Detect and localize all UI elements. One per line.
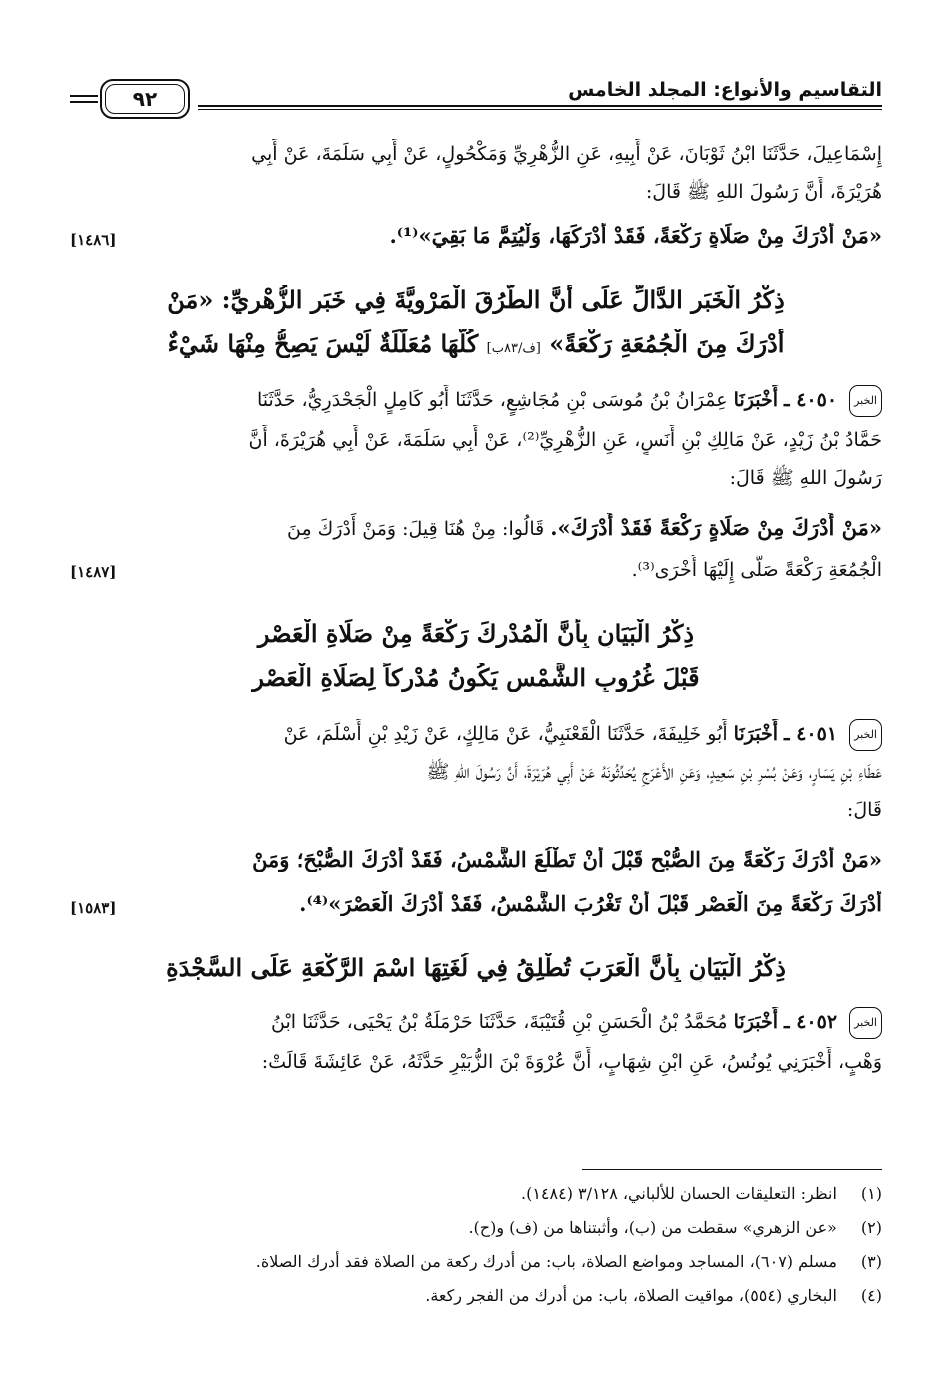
akhbarana: أَخْبَرَنَا [733, 389, 778, 411]
section-heading: ذِكْرُ الْبَيَانِ بِأَنَّ الْمُدْرِكَ رَكْعَةً مِنْ صَلَاةِ الْعَصْرِ [257, 619, 695, 648]
khabar-icon: الخبر [849, 1007, 882, 1039]
matn-text: «مَنْ أَدْرَكَ مِنْ صَلَاةٍ رَكْعَةً، فَقَدْ أَدْرَكَهَا، وَلْيُتِمَّ مَا بَقِيَ»⁽¹⁾. [389, 223, 882, 248]
page-header [70, 73, 882, 123]
hadith-isnad [70, 385, 882, 417]
text-line: هُرَيْرَةَ، أَنَّ رَسُولَ اللهِ ﷺ قَالَ: [645, 181, 882, 203]
footnote-number: (٣) [860, 1252, 882, 1271]
text-line: عَطَاءِ بْنِ يَسَارٍ، وَعَنْ بُسْرِ بْنِ سَعِيدٍ، وَعَنِ الأَعْرَجِ يُحَدِّثُونَهُ عَنْ أَبِي هُرَيْرَةَ، أَنَّ رَسُولَ اللهِ ﷺ [426, 761, 882, 783]
text-line: حَمَّادُ بْنُ زَيْدٍ، عَنْ مَالِكِ بْنِ أَنَسٍ، عَنِ الزُّهْرِيِّ⁽²⁾، عَنْ أَبِي سَلَمَةَ، عَنْ أَبِي هُرَيْرَةَ، أَنَّ [248, 429, 882, 451]
heading-text: أَدْرَكَ مِنَ الْجُمُعَةِ رَكْعَةً» [549, 329, 785, 358]
footnote-number: (٢) [860, 1218, 882, 1237]
running-title: التقاسيم والأنواع: المجلد الخامس [568, 79, 882, 101]
khabar-icon: الخبر [849, 719, 882, 751]
footnote-text: «عن الزهري» سقطت من (ب)، وأثبتناها من (ف) و(ح). [468, 1218, 837, 1237]
heading-text: كُلَّهَا مُعَلَّلَةٌ لَيْسَ يَصِحُّ مِنْهَا شَيْءٌ [167, 329, 479, 358]
page-number: ٩٢ [105, 84, 185, 114]
footnote [70, 1249, 882, 1275]
hadith-matn [70, 513, 882, 544]
section-heading: ذِكْرُ الْخَبَرِ الدَّالِّ عَلَى أَنَّ الطُّرُقَ الْمَرْوِيَّةَ فِي خَبَرِ الزُّهْرِيِّ: «مَنْ [167, 285, 785, 314]
footnote-text: انظر: التعليقات الحسان للألباني، ٣/١٢٨ (١٤٨٤). [521, 1184, 837, 1203]
text-line: قَالَ: [846, 799, 882, 821]
matn-text: قَالُوا: مِنْ هُنَا قِيلَ: وَمَنْ أَدْرَكَ مِنَ [286, 518, 545, 540]
khabar-icon: الخبر [849, 385, 882, 417]
text-line: وَهْبٍ، أَخْبَرَنِي يُونُسُ، عَنِ ابْنِ شِهَابٍ، أَنَّ عُرْوَةَ بْنَ الزُّبَيْرِ حَدَّثَهُ، عَنْ عَائِشَةَ قَالَتْ: [261, 1051, 882, 1073]
text-line: إِسْمَاعِيلَ، حَدَّثَنَا ابْنُ ثَوْبَانَ، عَنْ أَبِيهِ، عَنِ الزُّهْرِيِّ وَمَكْحُولٍ، عَنْ أَبِي سَلَمَةَ، عَنْ أَبِي [251, 143, 882, 165]
footnote-text: مسلم (٦٠٧)، المساجد ومواضع الصلاة، باب: من أدرك ركعة من الصلاة فقد أدرك الصلاة. [255, 1252, 837, 1271]
manuscript-marker: [ف/٨٣ب] [486, 341, 541, 356]
hadith-isnad [70, 719, 882, 751]
header-ornament-lines [70, 95, 98, 107]
footnote-number: (٤) [860, 1286, 882, 1305]
page-number-frame [100, 79, 190, 119]
hadith-number: ٤٠٥٢ ـ [784, 1011, 838, 1033]
footnote [70, 1283, 882, 1309]
hadith-ref: [١٤٨٦] [70, 231, 117, 249]
footnote [70, 1181, 882, 1207]
isnad-text: عِمْرَانُ بْنُ مُوسَى بْنِ مُجَاشِعٍ، حَدَّثَنَا أَبُو كَامِلٍ الْجَحْدَرِيُّ، حَدَّثَنَا [256, 389, 728, 411]
hadith-matn: أَدْرَكَ رَكْعَةً مِنَ الْعَصْرِ قَبْلَ أَنْ تَغْرُبَ الشَّمْسُ، فَقَدْ أَدْرَكَ الْعَصْرَ»⁽⁴⁾. [299, 891, 882, 916]
footnote [70, 1215, 882, 1241]
hadith-number: ٤٠٥٠ ـ [784, 389, 838, 411]
hadith-isnad [70, 1007, 882, 1039]
akhbarana: أَخْبَرَنَا [733, 723, 778, 745]
hadith-ref: [١٤٨٧] [70, 563, 117, 581]
text-line: الْجُمُعَةِ رَكْعَةً صَلَّى إِلَيْهَا أُخْرَى⁽³⁾. [631, 559, 882, 581]
footnote-text: البخاري (٥٥٤)، مواقيت الصلاة، باب: من أدرك من الفجر ركعة. [425, 1286, 837, 1305]
hadith-matn: «مَنْ أَدْرَكَ رَكْعَةً مِنَ الصُّبْحِ قَبْلَ أَنْ تَطْلُعَ الشَّمْسُ، فَقَدْ أَدْرَكَ الصُّبْحَ؛ وَمَنْ [252, 847, 882, 872]
hadith-number: ٤٠٥١ ـ [784, 723, 838, 745]
hadith-matn [70, 223, 882, 248]
header-rule-thin [198, 109, 882, 110]
akhbarana: أَخْبَرَنَا [733, 1011, 778, 1033]
text-line: رَسُولَ اللهِ ﷺ قَالَ: [729, 467, 882, 489]
footnote-separator [582, 1169, 882, 1170]
hadith-ref: [١٥٨٣] [70, 899, 117, 917]
isnad-text: مُحَمَّدُ بْنُ الْحَسَنِ بْنِ قُتَيْبَةَ، حَدَّثَنَا حَرْمَلَةُ بْنُ يَحْيَى، حَدَّثَنَا ابْنُ [270, 1011, 728, 1033]
header-rule [198, 105, 882, 107]
section-heading: ذِكْرُ الْبَيَانِ بِأَنَّ الْعَرَبَ تُطْلِقُ فِي لُغَتِهَا اسْمَ الرَّكْعَةِ عَلَى السَّجْدَةِ [166, 953, 786, 982]
section-heading: قَبْلَ غُرُوبِ الشَّمْسِ يَكُونُ مُدْرِكاً لِصَلَاةِ الْعَصْرِ [252, 663, 700, 692]
book-page [70, 55, 882, 1355]
footnote-number: (١) [860, 1184, 882, 1203]
matn-text: «مَنْ أَدْرَكَ مِنْ صَلَاةٍ رَكْعَةً فَقَدْ أَدْرَكَ». [550, 515, 882, 540]
section-heading [70, 329, 882, 358]
isnad-text: أَبُو خَلِيفَةَ، حَدَّثَنَا الْقَعْنَبِيُّ، عَنْ مَالِكٍ، عَنْ زَيْدِ بْنِ أَسْلَمَ، عَنْ [283, 723, 728, 745]
